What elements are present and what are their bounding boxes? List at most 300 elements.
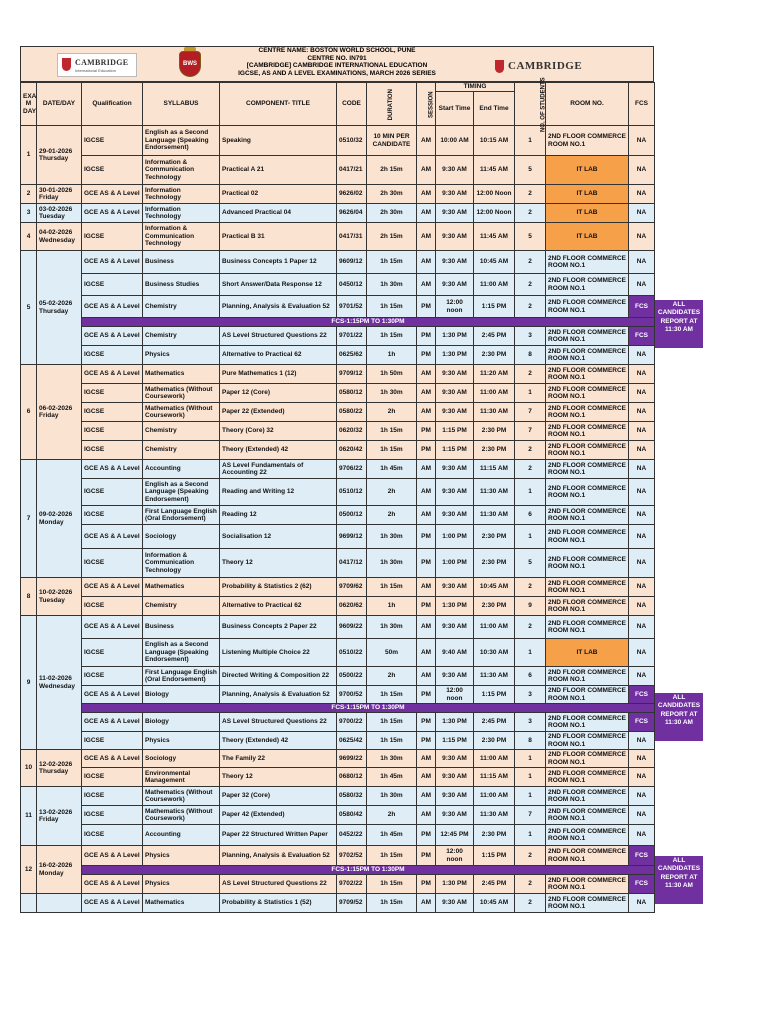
start-time-cell: 9:30 AM [436,156,474,185]
start-time-cell: 9:30 AM [436,223,474,251]
col-duration: DURATION [387,88,394,121]
component-cell: Practical 02 [220,185,337,204]
fcs-cell: NA [629,422,655,441]
fcs-cell: NA [629,479,655,506]
session-cell: AM [417,156,436,185]
title-block [20,46,654,82]
session-cell: AM [417,403,436,422]
session-cell: AM [417,460,436,479]
exam-day-cell: 6 [21,365,37,460]
end-time-cell: 2:30 PM [474,597,515,616]
students-cell: 5 [515,156,546,185]
table-row [21,365,655,384]
session-cell: PM [417,327,436,346]
fcs-cell: NA [629,204,655,223]
fcs-band: FCS-1:15PM TO 1:30PM [82,318,655,327]
start-time-cell: 1:00 PM [436,549,474,578]
students-cell: 1 [515,787,546,806]
component-cell: The Family 22 [220,750,337,768]
fcs-cell: NA [629,768,655,787]
fcs-cell: FCS [629,686,655,704]
duration-cell: 50m [367,639,417,667]
room-cell: 2ND FLOOR COMMERCE ROOM NO.1 [546,616,629,639]
start-time-cell: 9:30 AM [436,460,474,479]
table-row [21,346,655,365]
code-cell: 0580/42 [337,806,367,825]
qualification-cell: GCE AS & A Level [82,460,143,479]
fcs-band: FCS-1:15PM TO 1:30PM [82,704,655,713]
start-time-cell: 1:30 PM [436,327,474,346]
fcs-cell: NA [629,525,655,549]
room-cell: IT LAB [546,639,629,667]
duration-cell: 1h 30m [367,274,417,296]
date-day-cell: 03-02-2026 Tuesday [37,204,82,223]
room-cell: 2ND FLOOR COMMERCE ROOM NO.1 [546,875,629,894]
school-crest-text: BWS [179,51,201,77]
session-cell: AM [417,806,436,825]
component-cell: AS Level Structured Questions 22 [220,713,337,732]
students-cell: 7 [515,806,546,825]
syllabus-cell: Information & Communication Technology [143,549,220,578]
syllabus-cell: Chemistry [143,441,220,460]
session-cell: PM [417,732,436,750]
qualification-cell: GCE AS & A Level [82,686,143,704]
qualification-cell: GCE AS & A Level [82,327,143,346]
qualification-cell: IGCSE [82,126,143,156]
qualification-cell: GCE AS & A Level [82,846,143,866]
start-time-cell: 1:15 PM [436,422,474,441]
syllabus-cell: First Language English (Oral Endorsement) [143,506,220,525]
duration-cell: 1h [367,346,417,365]
code-cell: 9609/12 [337,251,367,274]
start-time-cell: 9:30 AM [436,787,474,806]
exam-table [20,77,655,913]
duration-cell: 2h [367,806,417,825]
students-cell: 8 [515,346,546,365]
session-cell: PM [417,549,436,578]
students-cell: 3 [515,327,546,346]
session-cell: PM [417,525,436,549]
qualification-cell: GCE AS & A Level [82,578,143,597]
table-row [21,732,655,750]
room-cell: 2ND FLOOR COMMERCE ROOM NO.1 [546,578,629,597]
room-cell: 2ND FLOOR COMMERCE ROOM NO.1 [546,732,629,750]
room-cell: 2ND FLOOR COMMERCE ROOM NO.1 [546,597,629,616]
duration-cell: 1h 15m [367,846,417,866]
start-time-cell: 9:30 AM [436,768,474,787]
students-cell: 2 [515,616,546,639]
component-cell: Paper 12 (Core) [220,384,337,403]
component-cell: Business Concepts 1 Paper 12 [220,251,337,274]
room-cell: 2ND FLOOR COMMERCE ROOM NO.1 [546,525,629,549]
start-time-cell: 9:40 AM [436,639,474,667]
table-row [21,460,655,479]
col-students: NO. OF STUDENTS [540,77,547,132]
duration-cell: 1h 30m [367,549,417,578]
session-cell: AM [417,365,436,384]
table-row [21,713,655,732]
fcs-cell: NA [629,156,655,185]
students-cell: 8 [515,732,546,750]
fcs-cell: NA [629,787,655,806]
cambridge-shield-icon [62,58,71,71]
start-time-cell: 9:30 AM [436,806,474,825]
exam-day-cell: 11 [21,787,37,846]
col-component: COMPONENT- TITLE [220,83,337,126]
duration-cell: 1h 15m [367,422,417,441]
date-day-cell: 16-02-2026 Monday [37,846,82,894]
component-cell: Alternative to Practical 62 [220,346,337,365]
end-time-cell: 2:45 PM [474,713,515,732]
qualification-cell: IGCSE [82,441,143,460]
table-row [21,768,655,787]
room-cell: 2ND FLOOR COMMERCE ROOM NO.1 [546,296,629,318]
end-time-cell: 2:30 PM [474,549,515,578]
start-time-cell: 10:00 AM [436,126,474,156]
fcs-cell: NA [629,185,655,204]
end-time-cell: 10:45 AM [474,251,515,274]
end-time-cell: 11:45 AM [474,156,515,185]
code-cell: 0620/62 [337,597,367,616]
duration-cell: 2h [367,667,417,686]
code-cell: 0450/12 [337,274,367,296]
end-time-cell: 1:15 PM [474,686,515,704]
duration-cell: 1h 15m [367,894,417,913]
syllabus-cell: Mathematics [143,578,220,597]
component-cell: Theory (Core) 32 [220,422,337,441]
date-day-cell: 04-02-2026 Wednesday [37,223,82,251]
room-cell: 2ND FLOOR COMMERCE ROOM NO.1 [546,750,629,768]
component-cell: Listening Multiple Choice 22 [220,639,337,667]
room-cell: 2ND FLOOR COMMERCE ROOM NO.1 [546,460,629,479]
col-exam-day: EXA M DAY [21,83,37,126]
end-time-cell: 2:45 PM [474,327,515,346]
syllabus-cell: Mathematics (Without Coursework) [143,403,220,422]
component-cell: AS Level Structured Questions 22 [220,875,337,894]
end-time-cell: 2:30 PM [474,732,515,750]
end-time-cell: 2:30 PM [474,525,515,549]
header-row-1 [21,83,655,92]
table-row [21,875,655,894]
date-day-cell: 06-02-2026 Friday [37,365,82,460]
fcs-cell: NA [629,441,655,460]
component-cell: Probability & Statistics 1 (52) [220,894,337,913]
room-cell: 2ND FLOOR COMMERCE ROOM NO.1 [546,768,629,787]
code-cell: 0510/22 [337,639,367,667]
room-cell: 2ND FLOOR COMMERCE ROOM NO.1 [546,894,629,913]
code-cell: 9702/52 [337,846,367,866]
room-cell: 2ND FLOOR COMMERCE ROOM NO.1 [546,506,629,525]
component-cell: Directed Writing & Composition 22 [220,667,337,686]
fcs-cell: NA [629,639,655,667]
code-cell: 9706/22 [337,460,367,479]
syllabus-cell: Information & Communication Technology [143,223,220,251]
exam-day-cell: 7 [21,460,37,578]
table-row [21,846,655,866]
table-row [21,686,655,704]
qualification-cell: IGCSE [82,825,143,846]
end-time-cell: 11:15 AM [474,460,515,479]
fcs-cell: NA [629,365,655,384]
table-row [21,223,655,251]
start-time-cell: 9:30 AM [436,251,474,274]
qualification-cell: IGCSE [82,479,143,506]
fcs-cell: FCS [629,327,655,346]
table-row [21,750,655,768]
qualification-cell: GCE AS & A Level [82,894,143,913]
syllabus-cell: Physics [143,846,220,866]
room-cell: 2ND FLOOR COMMERCE ROOM NO.1 [546,251,629,274]
syllabus-cell: Biology [143,686,220,704]
table-row [21,327,655,346]
fcs-break-row [21,866,655,875]
qualification-cell: GCE AS & A Level [82,296,143,318]
fcs-cell: NA [629,126,655,156]
code-cell: 9626/04 [337,204,367,223]
start-time-cell: 12:00 noon [436,846,474,866]
qualification-cell: IGCSE [82,384,143,403]
students-cell: 2 [515,875,546,894]
component-cell: Practical A 21 [220,156,337,185]
duration-cell: 2h 30m [367,204,417,223]
col-start-time: Start Time [436,92,474,126]
table-row [21,384,655,403]
duration-cell: 1h 45m [367,768,417,787]
fcs-cell: NA [629,578,655,597]
students-cell: 3 [515,713,546,732]
syllabus-cell: Environmental Management [143,768,220,787]
code-cell: 9701/22 [337,327,367,346]
students-cell: 9 [515,597,546,616]
start-time-cell: 1:30 PM [436,875,474,894]
end-time-cell: 12:00 Noon [474,185,515,204]
start-time-cell: 1:30 PM [436,713,474,732]
col-fcs: FCS [629,83,655,126]
date-day-cell: 12-02-2026 Thursday [37,750,82,787]
code-cell: 9609/22 [337,616,367,639]
room-cell: 2ND FLOOR COMMERCE ROOM NO.1 [546,825,629,846]
date-day-cell: 30-01-2026 Friday [37,185,82,204]
duration-cell: 2h 15m [367,156,417,185]
start-time-cell: 9:30 AM [436,384,474,403]
end-time-cell: 2:30 PM [474,825,515,846]
table-row [21,616,655,639]
exam-day-cell: 3 [21,204,37,223]
table-row [21,251,655,274]
code-cell: 0680/12 [337,768,367,787]
session-cell: AM [417,768,436,787]
qualification-cell: GCE AS & A Level [82,251,143,274]
syllabus-cell: English as a Second Language (Speaking Endorsement) [143,126,220,156]
syllabus-cell: First Language English (Oral Endorsement) [143,667,220,686]
qualification-cell: IGCSE [82,156,143,185]
syllabus-cell: Chemistry [143,422,220,441]
date-day-cell: 29-01-2026 Thursday [37,126,82,185]
session-cell: AM [417,578,436,597]
component-cell: Theory 12 [220,549,337,578]
start-time-cell: 12:00 noon [436,296,474,318]
room-cell: 2ND FLOOR COMMERCE ROOM NO.1 [546,327,629,346]
syllabus-cell: Physics [143,875,220,894]
session-cell: PM [417,422,436,441]
component-cell: Paper 22 (Extended) [220,403,337,422]
component-cell: Practical B 31 [220,223,337,251]
room-cell: 2ND FLOOR COMMERCE ROOM NO.1 [546,441,629,460]
table-row [21,806,655,825]
start-time-cell: 1:00 PM [436,525,474,549]
room-cell: 2ND FLOOR COMMERCE ROOM NO.1 [546,667,629,686]
fcs-cell: NA [629,750,655,768]
end-time-cell: 11:30 AM [474,667,515,686]
component-cell: Business Concepts 2 Paper 22 [220,616,337,639]
fcs-cell: NA [629,894,655,913]
table-row [21,578,655,597]
col-room: ROOM NO. [546,83,629,126]
students-cell: 3 [515,686,546,704]
component-cell: Planning, Analysis & Evaluation 52 [220,846,337,866]
component-cell: AS Level Fundamentals of Accounting 22 [220,460,337,479]
students-cell: 2 [515,846,546,866]
fcs-cell: FCS [629,296,655,318]
session-cell: PM [417,686,436,704]
duration-cell: 2h 30m [367,185,417,204]
fcs-cell: NA [629,346,655,365]
code-cell: 0620/42 [337,441,367,460]
end-time-cell: 11:15 AM [474,768,515,787]
col-end-time: End Time [474,92,515,126]
session-cell: AM [417,894,436,913]
exam-day-cell [21,894,37,913]
qualification-cell: GCE AS & A Level [82,365,143,384]
code-cell: 9709/62 [337,578,367,597]
qualification-cell: GCE AS & A Level [82,525,143,549]
component-cell: Paper 22 Structured Written Paper [220,825,337,846]
students-cell: 2 [515,185,546,204]
fcs-cell: NA [629,616,655,639]
col-session: SESSION [428,91,435,118]
start-time-cell: 9:30 AM [436,616,474,639]
component-cell: AS Level Structured Questions 22 [220,327,337,346]
session-cell: PM [417,597,436,616]
code-cell: 0510/12 [337,479,367,506]
code-cell: 0625/42 [337,732,367,750]
table-row [21,296,655,318]
report-note-1: ALL CANDIDATES REPORT AT 11:30 AM [655,300,703,348]
students-cell: 2 [515,274,546,296]
syllabus-cell: Chemistry [143,296,220,318]
room-cell: 2ND FLOOR COMMERCE ROOM NO.1 [546,713,629,732]
table-row [21,274,655,296]
duration-cell: 1h 15m [367,327,417,346]
students-cell: 2 [515,441,546,460]
table-row [21,894,655,913]
component-cell: Short Answer/Data Response 12 [220,274,337,296]
session-cell: AM [417,274,436,296]
start-time-cell: 9:30 AM [436,185,474,204]
duration-cell: 1h 45m [367,460,417,479]
start-time-cell: 1:30 PM [436,346,474,365]
room-cell: 2ND FLOOR COMMERCE ROOM NO.1 [546,806,629,825]
table-row [21,549,655,578]
duration-cell: 1h 15m [367,686,417,704]
component-cell: Advanced Practical 04 [220,204,337,223]
students-cell: 1 [515,639,546,667]
table-row [21,525,655,549]
fcs-cell: FCS [629,846,655,866]
students-cell: 7 [515,422,546,441]
start-time-cell: 9:30 AM [436,479,474,506]
end-time-cell: 2:45 PM [474,875,515,894]
duration-cell: 2h [367,506,417,525]
students-cell: 7 [515,403,546,422]
session-cell: AM [417,204,436,223]
col-date-day: DATE/DAY [37,83,82,126]
duration-cell: 1h 30m [367,384,417,403]
component-cell: Theory (Extended) 42 [220,732,337,750]
syllabus-cell: Chemistry [143,327,220,346]
syllabus-cell: Physics [143,732,220,750]
room-cell: 2ND FLOOR COMMERCE ROOM NO.1 [546,787,629,806]
students-cell: 1 [515,768,546,787]
students-cell: 5 [515,549,546,578]
syllabus-cell: English as a Second Language (Speaking Endorsement) [143,479,220,506]
qualification-cell: IGCSE [82,346,143,365]
exam-day-cell: 9 [21,616,37,750]
duration-cell: 1h 15m [367,578,417,597]
students-cell: 2 [515,204,546,223]
room-cell: IT LAB [546,156,629,185]
table-row [21,422,655,441]
room-cell: 2ND FLOOR COMMERCE ROOM NO.1 [546,346,629,365]
syllabus-cell: Mathematics [143,894,220,913]
exam-day-cell: 4 [21,223,37,251]
fcs-cell: NA [629,732,655,750]
duration-cell: 1h 15m [367,875,417,894]
start-time-cell: 1:15 PM [436,441,474,460]
room-cell: 2ND FLOOR COMMERCE ROOM NO.1 [546,422,629,441]
fcs-break-row [21,704,655,713]
syllabus-cell: Information Technology [143,185,220,204]
fcs-cell: NA [629,251,655,274]
syllabus-cell: Information Technology [143,204,220,223]
session-cell: AM [417,479,436,506]
qualification-cell: GCE AS & A Level [82,750,143,768]
col-code: CODE [337,83,367,126]
table-row [21,185,655,204]
end-time-cell: 10:45 AM [474,894,515,913]
component-cell: Speaking [220,126,337,156]
session-cell: AM [417,251,436,274]
room-cell: 2ND FLOOR COMMERCE ROOM NO.1 [546,274,629,296]
start-time-cell: 9:30 AM [436,578,474,597]
fcs-cell: NA [629,460,655,479]
code-cell: 9700/52 [337,686,367,704]
duration-cell: 2h [367,403,417,422]
col-duration-cell [367,83,417,126]
fcs-cell: NA [629,274,655,296]
room-cell: 2ND FLOOR COMMERCE ROOM NO.1 [546,549,629,578]
session-cell: PM [417,713,436,732]
start-time-cell: 9:30 AM [436,506,474,525]
syllabus-cell: Sociology [143,525,220,549]
end-time-cell: 11:30 AM [474,506,515,525]
duration-cell: 1h 15m [367,441,417,460]
start-time-cell: 12:00 noon [436,686,474,704]
room-cell: 2ND FLOOR COMMERCE ROOM NO.1 [546,686,629,704]
date-day-cell: 09-02-2026 Monday [37,460,82,578]
session-cell: AM [417,667,436,686]
code-cell: 0625/62 [337,346,367,365]
